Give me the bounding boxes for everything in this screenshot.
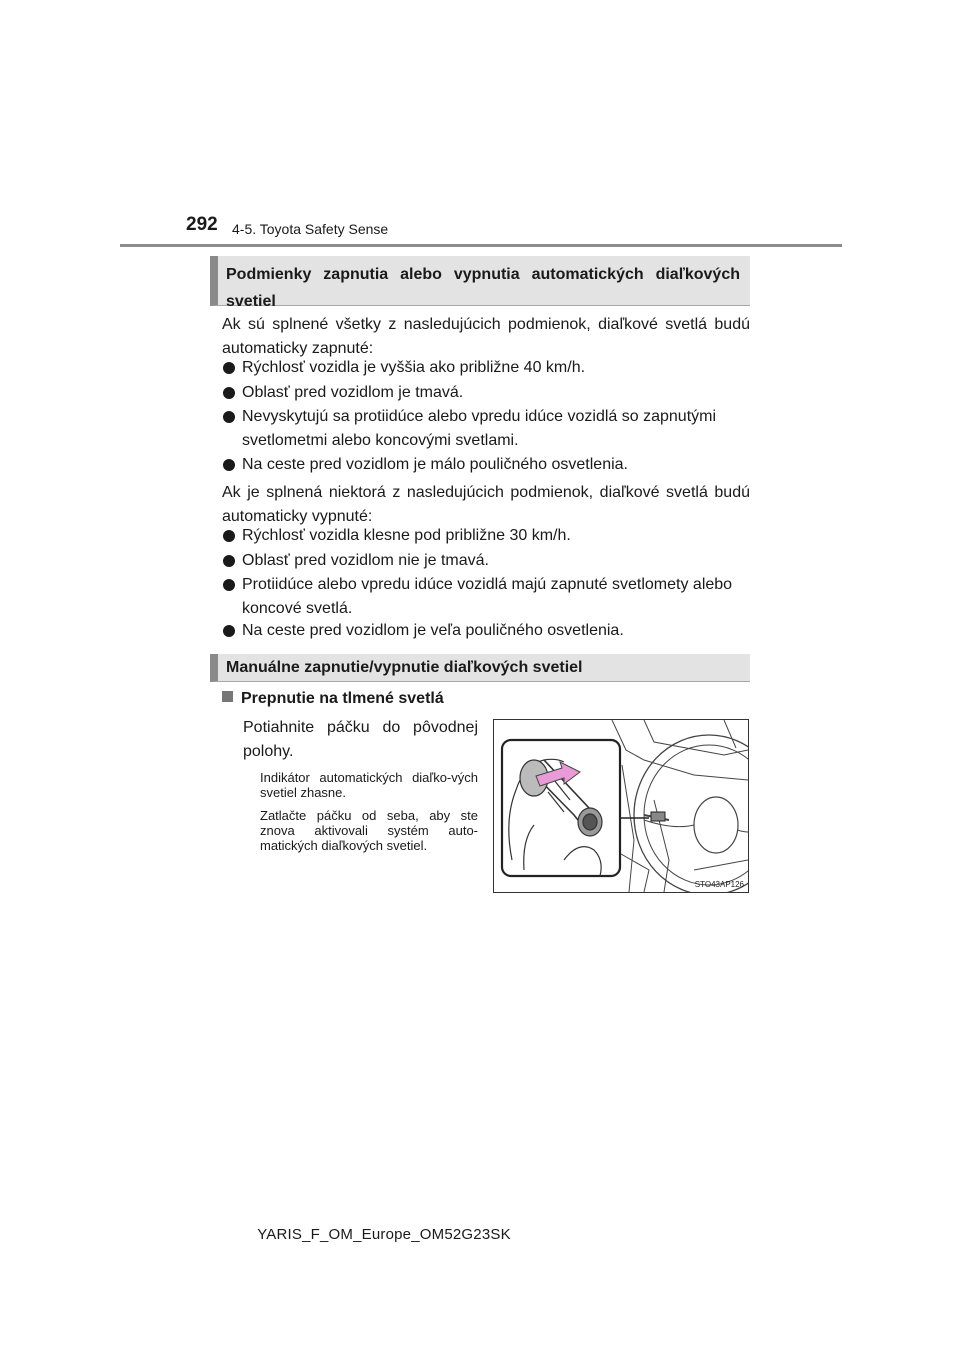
on-condition-item — [222, 453, 750, 477]
chapter-title: 4-5. Toyota Safety Sense — [232, 221, 389, 237]
bullet-icon — [223, 625, 235, 637]
bullet-icon — [223, 530, 235, 542]
off-condition-item — [222, 573, 750, 621]
bullet-icon — [223, 555, 235, 567]
instruction-text: Potiahnite páčku do pôvodnej polohy. — [243, 719, 478, 760]
on-condition-item — [222, 381, 750, 405]
off-condition-item — [222, 524, 750, 548]
subheading-text: Prepnutie na tlmené svetlá — [241, 690, 444, 707]
on-condition-text: Oblasť pred vozidlom je tmavá. — [242, 384, 464, 401]
off-condition-text: Rýchlosť vozidla klesne pod približne 30 km/h. — [242, 527, 571, 544]
bullet-icon — [223, 579, 235, 591]
note-reactivate: Zatlačte páčku od seba, aby ste znova aktivovali systém auto-matických diaľkových svetiel. — [260, 808, 478, 853]
page-number: 292 — [186, 214, 218, 235]
on-condition-item — [222, 356, 750, 380]
off-condition-text: Oblasť pred vozidlom nie je tmavá. — [242, 552, 489, 569]
subheading-low-beam — [222, 688, 444, 710]
section-heading-conditions: Podmienky zapnutia alebo vypnutia automatických diaľkových svetiel — [210, 256, 750, 306]
image-code: STO43AP126 — [694, 880, 744, 889]
off-condition-item — [222, 549, 750, 573]
bullet-icon — [223, 459, 235, 471]
lever-illustration — [493, 719, 749, 893]
off-condition-text: Protiidúce alebo vpredu idúce vozidlá majú zapnuté svetlomety alebo koncové svetlá. — [242, 576, 733, 617]
bullet-icon — [223, 411, 235, 423]
footer-text: YARIS_F_OM_Europe_OM52G23SK — [257, 1226, 511, 1243]
off-condition-item — [222, 619, 750, 643]
on-condition-text: Nevyskytujú sa protiidúce alebo vpredu idúce vozidlá so zapnutými svetlometmi alebo koncovými svetlami. — [242, 408, 717, 449]
header-divider — [120, 244, 842, 247]
intro-on-paragraph: Ak sú splnené všetky z nasledujúcich podmienok, diaľkové svetlá budú automaticky zapnuté: — [222, 316, 750, 357]
on-condition-text: Na ceste pred vozidlom je málo pouličného osvetlenia. — [242, 456, 628, 473]
intro-off-paragraph: Ak je splnená niektorá z nasledujúcich podmienok, diaľkové svetlá budú automaticky vypnuté: — [222, 484, 750, 525]
lever-drawing — [494, 720, 748, 892]
bullet-icon — [223, 387, 235, 399]
on-condition-text: Rýchlosť vozidla je vyššia ako približne 40 km/h. — [242, 359, 586, 376]
bullet-icon — [223, 362, 235, 374]
section-heading-manual: Manuálne zapnutie/vypnutie diaľkových svetiel — [210, 654, 750, 682]
off-condition-text: Na ceste pred vozidlom je veľa pouličného osvetlenia. — [242, 622, 624, 639]
note-indicator: Indikátor automatických diaľko-vých svetiel zhasne. — [260, 770, 478, 800]
footer-doc-code — [0, 1226, 960, 1243]
on-condition-item — [222, 405, 750, 453]
square-bullet-icon — [222, 691, 233, 702]
